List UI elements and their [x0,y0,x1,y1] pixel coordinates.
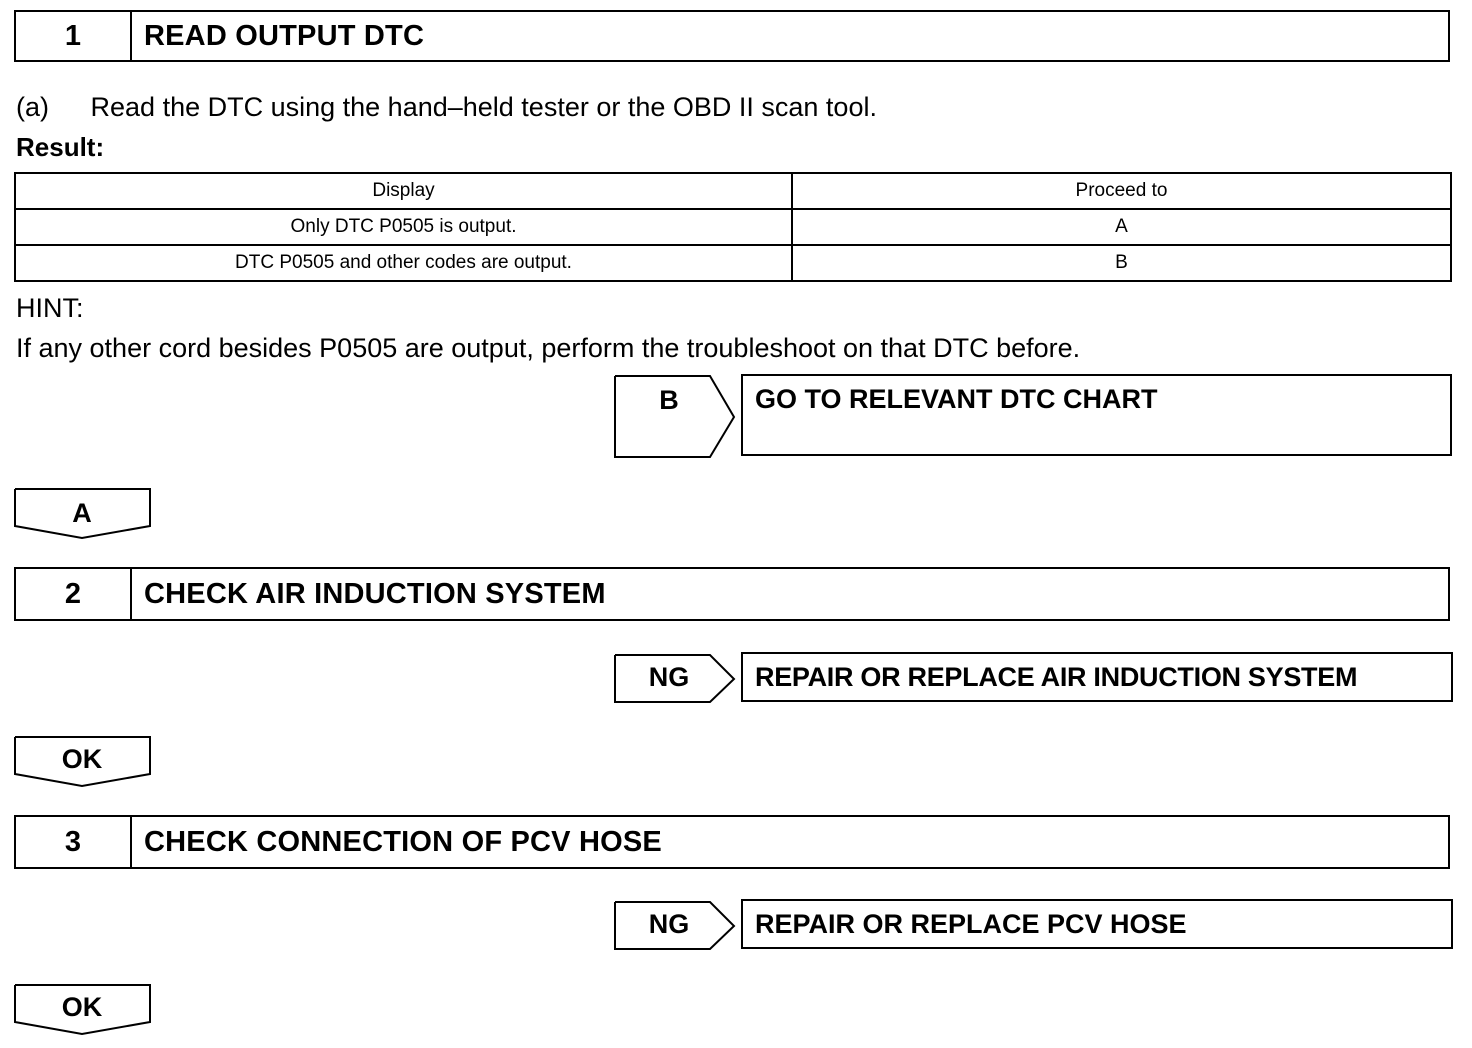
continue-label: OK [61,744,103,774]
step-2-header [14,567,1450,621]
step-title: CHECK CONNECTION OF PCV HOSE [144,825,662,858]
result-label: Result: [16,132,105,162]
branch-label: NG [648,909,690,939]
branch-label: NG [648,662,690,692]
column-header-proceed: Proceed to [792,173,1451,209]
result-table [14,172,1452,282]
step-title: CHECK AIR INDUCTION SYSTEM [144,577,606,610]
branch-ng-2-action: REPAIR OR REPLACE AIR INDUCTION SYSTEM [741,652,1453,702]
column-header-display: Display [15,173,792,209]
branch-b-arrow [614,375,736,459]
step-number: 2 [16,569,132,619]
step-1-header [14,10,1450,62]
instruction-prefix: (a) [16,92,49,122]
step-number: 3 [16,817,132,867]
table-cell: Only DTC P0505 is output. [15,209,792,245]
branch-ng-2-arrow [614,654,736,704]
branch-ng-3-arrow [614,901,736,951]
table-row [15,209,1451,245]
continue-label: A [72,498,92,528]
continue-label: OK [61,992,103,1022]
table-cell: DTC P0505 and other codes are output. [15,245,792,281]
branch-b-action: GO TO RELEVANT DTC CHART [741,374,1452,456]
step-3-header [14,815,1450,869]
continue-ok-3-arrow [14,984,152,1036]
hint-label: HINT: [16,293,84,323]
step-number: 1 [16,12,132,60]
table-cell: B [792,245,1451,281]
branch-ng-3-action: REPAIR OR REPLACE PCV HOSE [741,899,1453,949]
continue-ok-2-arrow [14,736,152,788]
table-header-row [15,173,1451,209]
instruction-text: Read the DTC using the hand–held tester or the OBD II scan tool. [90,92,877,122]
continue-a-arrow [14,488,152,540]
table-row [15,245,1451,281]
step-title: READ OUTPUT DTC [144,19,425,52]
instruction-line [16,92,877,123]
branch-label: B [659,385,679,415]
table-cell: A [792,209,1451,245]
hint-text: If any other cord besides P0505 are output, perform the troubleshoot on that DTC before. [16,333,1081,363]
